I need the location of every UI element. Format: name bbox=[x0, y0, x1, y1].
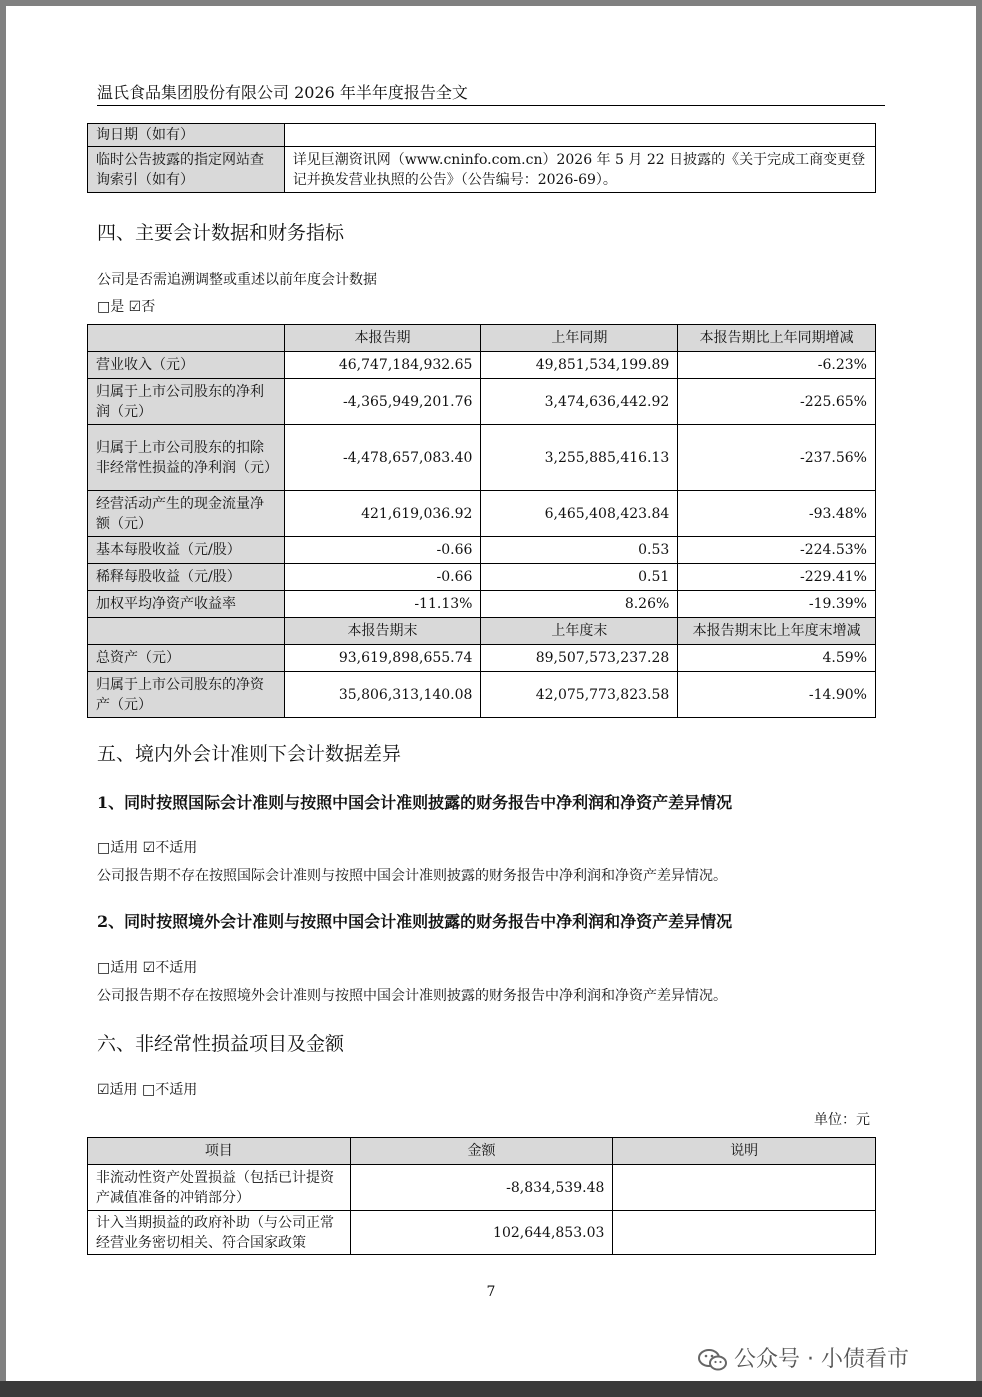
document-page bbox=[6, 6, 976, 1381]
row-label: 询日期（如有） bbox=[88, 124, 285, 147]
cell-value: -4,365,949,201.76 bbox=[284, 379, 481, 425]
row-value bbox=[284, 124, 875, 147]
section-5-title: 五、境内外会计准则下会计数据差异 bbox=[97, 743, 402, 765]
cell-value: 102,644,853.03 bbox=[350, 1211, 613, 1255]
cell-value: -11.13% bbox=[284, 591, 481, 618]
cell-value: -19.39% bbox=[678, 591, 876, 618]
cell-value: -14.90% bbox=[678, 672, 876, 718]
row-label: 归属于上市公司股东的扣除非经常性损益的净利润（元） bbox=[88, 425, 285, 491]
table-row bbox=[88, 352, 876, 379]
header-cell bbox=[88, 618, 285, 645]
header-cell: 金额 bbox=[350, 1138, 613, 1165]
cell-value: -0.66 bbox=[284, 564, 481, 591]
row-label: 稀释每股收益（元/股） bbox=[88, 564, 285, 591]
section-6-opt: ☑适用 □不适用 bbox=[97, 1082, 198, 1098]
cell-value: -224.53% bbox=[678, 537, 876, 564]
table-row bbox=[88, 147, 876, 193]
restatement-question: 公司是否需追溯调整或重述以前年度会计数据 bbox=[97, 272, 377, 288]
table-row bbox=[88, 537, 876, 564]
restatement-options: □是 ☑否 bbox=[97, 299, 156, 315]
cell-value: 35,806,313,140.08 bbox=[284, 672, 481, 718]
cell-value: 42,075,773,823.58 bbox=[481, 672, 678, 718]
cell-value: -4,478,657,083.40 bbox=[284, 425, 481, 491]
cell-value: -0.66 bbox=[284, 537, 481, 564]
table-header-row bbox=[88, 1138, 876, 1165]
watermark bbox=[698, 1342, 909, 1373]
row-value: 详见巨潮资讯网（www.cninfo.com.cn）2026 年 5 月 22 日披露的《关于完成工商变更登记并换发营业执照的公告》（公告编号：2026-69）。 bbox=[284, 147, 875, 193]
row-label: 归属于上市公司股东的净资产（元） bbox=[88, 672, 285, 718]
table-header-row bbox=[88, 325, 876, 352]
section-5-text1: 公司报告期不存在按照国际会计准则与按照中国会计准则披露的财务报告中净利润和净资产差异情况。 bbox=[97, 868, 727, 884]
header-cell: 本报告期末 bbox=[284, 618, 481, 645]
table-row bbox=[88, 491, 876, 537]
cell-value: 49,851,534,199.89 bbox=[481, 352, 678, 379]
section-4-title: 四、主要会计数据和财务指标 bbox=[97, 222, 345, 244]
cell-value: -229.41% bbox=[678, 564, 876, 591]
table-row bbox=[88, 1211, 876, 1255]
header-cell: 本报告期末比上年度末增减 bbox=[678, 618, 876, 645]
cell-value: 93,619,898,655.74 bbox=[284, 645, 481, 672]
table-row bbox=[88, 1165, 876, 1211]
table-row bbox=[88, 591, 876, 618]
viewer-bottom-bar bbox=[0, 1381, 982, 1397]
cell-value: 46,747,184,932.65 bbox=[284, 352, 481, 379]
row-label: 总资产（元） bbox=[88, 645, 285, 672]
table-row bbox=[88, 564, 876, 591]
header-cell: 上年同期 bbox=[481, 325, 678, 352]
cell-value: -93.48% bbox=[678, 491, 876, 537]
header-cell: 本报告期 bbox=[284, 325, 481, 352]
table-row bbox=[88, 645, 876, 672]
cell-note bbox=[613, 1165, 876, 1211]
page-number: 7 bbox=[486, 1284, 496, 1300]
announcement-table bbox=[87, 123, 876, 193]
cell-value: 3,474,636,442.92 bbox=[481, 379, 678, 425]
cell-value: 0.51 bbox=[481, 564, 678, 591]
cell-value: -6.23% bbox=[678, 352, 876, 379]
cell-value: -225.65% bbox=[678, 379, 876, 425]
cell-value: 8.26% bbox=[481, 591, 678, 618]
section-6-title: 六、非经常性损益项目及金额 bbox=[97, 1033, 345, 1055]
row-label: 经营活动产生的现金流量净额（元） bbox=[88, 491, 285, 537]
page-header: 温氏食品集团股份有限公司 2026 年半年度报告全文 bbox=[97, 82, 885, 106]
row-label: 归属于上市公司股东的净利润（元） bbox=[88, 379, 285, 425]
section-5-opt1: □适用 ☑不适用 bbox=[97, 840, 198, 856]
cell-value: 89,507,573,237.28 bbox=[481, 645, 678, 672]
header-cell: 本报告期比上年同期增减 bbox=[678, 325, 876, 352]
wechat-icon bbox=[698, 1348, 728, 1372]
row-label: 营业收入（元） bbox=[88, 352, 285, 379]
header-cell: 项目 bbox=[88, 1138, 351, 1165]
table-row bbox=[88, 672, 876, 718]
cell-value: 6,465,408,423.84 bbox=[481, 491, 678, 537]
cell-value: 4.59% bbox=[678, 645, 876, 672]
table-row bbox=[88, 379, 876, 425]
row-label: 计入当期损益的政府补助（与公司正常经营业务密切相关、符合国家政策 bbox=[88, 1211, 351, 1255]
financial-indicators-table bbox=[87, 324, 876, 718]
table-row bbox=[88, 425, 876, 491]
section-5-sub2: 2、同时按照境外会计准则与按照中国会计准则披露的财务报告中净利润和净资产差异情况 bbox=[97, 912, 733, 931]
section-5-opt2: □适用 ☑不适用 bbox=[97, 960, 198, 976]
header-cell bbox=[88, 325, 285, 352]
cell-note bbox=[613, 1211, 876, 1255]
row-label: 基本每股收益（元/股） bbox=[88, 537, 285, 564]
row-label: 加权平均净资产收益率 bbox=[88, 591, 285, 618]
cell-value: -8,834,539.48 bbox=[350, 1165, 613, 1211]
header-cell: 说明 bbox=[613, 1138, 876, 1165]
cell-value: 3,255,885,416.13 bbox=[481, 425, 678, 491]
header-cell: 上年度末 bbox=[481, 618, 678, 645]
cell-value: -237.56% bbox=[678, 425, 876, 491]
table-header-row bbox=[88, 618, 876, 645]
row-label: 非流动性资产处置损益（包括已计提资产减值准备的冲销部分） bbox=[88, 1165, 351, 1211]
cell-value: 0.53 bbox=[481, 537, 678, 564]
unit-label: 单位：元 bbox=[814, 1112, 870, 1128]
section-5-sub1: 1、同时按照国际会计准则与按照中国会计准则披露的财务报告中净利润和净资产差异情况 bbox=[97, 793, 733, 812]
section-5-text2: 公司报告期不存在按照境外会计准则与按照中国会计准则披露的财务报告中净利润和净资产差异情况。 bbox=[97, 988, 727, 1004]
table-row bbox=[88, 124, 876, 147]
row-label: 临时公告披露的指定网站查询索引（如有） bbox=[88, 147, 285, 193]
watermark-text: 公众号 · 小债看市 bbox=[734, 1347, 909, 1372]
cell-value: 421,619,036.92 bbox=[284, 491, 481, 537]
non-recurring-table bbox=[87, 1137, 876, 1255]
